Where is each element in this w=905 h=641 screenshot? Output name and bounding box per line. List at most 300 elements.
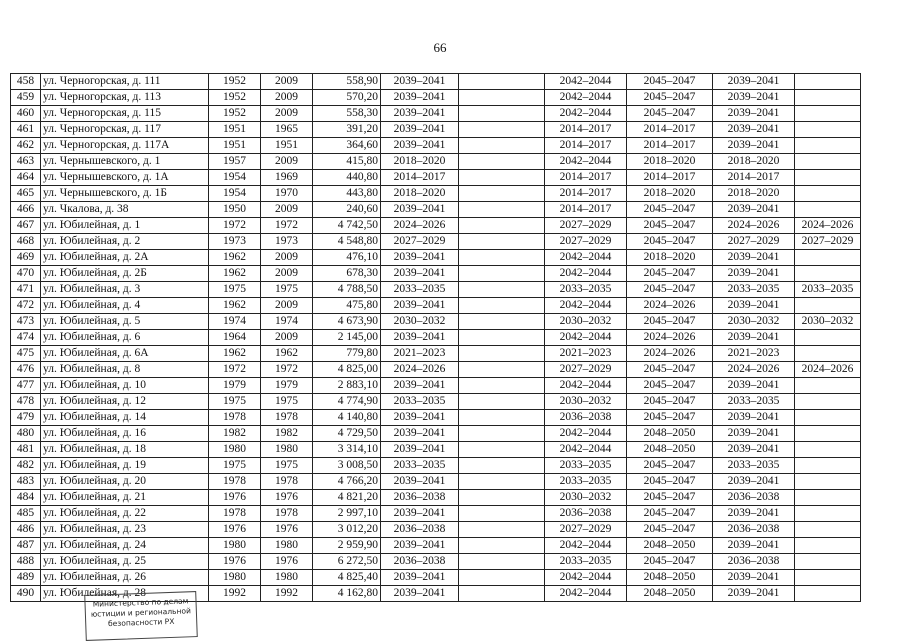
period-cell: 2039–2041	[713, 474, 795, 490]
row-number-cell: 478	[11, 394, 41, 410]
period-cell	[459, 474, 545, 490]
area-cell: 4 742,50	[313, 218, 381, 234]
year-cell: 2009	[261, 74, 313, 90]
address-cell: ул. Юбилейная, д. 6	[41, 330, 209, 346]
area-cell: 415,80	[313, 154, 381, 170]
row-number-cell: 476	[11, 362, 41, 378]
period-cell: 2027–2029	[545, 234, 627, 250]
period-cell	[459, 346, 545, 362]
period-cell: 2039–2041	[381, 426, 459, 442]
period-cell	[459, 506, 545, 522]
period-cell: 2045–2047	[627, 522, 713, 538]
period-cell: 2033–2035	[381, 282, 459, 298]
period-cell: 2039–2041	[381, 410, 459, 426]
period-cell: 2030–2032	[713, 314, 795, 330]
period-cell	[795, 298, 861, 314]
period-cell: 2045–2047	[627, 106, 713, 122]
period-cell: 2027–2029	[381, 234, 459, 250]
period-cell: 2039–2041	[381, 506, 459, 522]
area-cell: 4 766,20	[313, 474, 381, 490]
year-built-cell: 1975	[209, 458, 261, 474]
period-cell: 2036–2038	[713, 554, 795, 570]
area-cell: 4 825,00	[313, 362, 381, 378]
period-cell	[459, 186, 545, 202]
period-cell	[795, 74, 861, 90]
table-row	[11, 186, 861, 202]
table-row	[11, 218, 861, 234]
area-cell: 558,90	[313, 74, 381, 90]
address-cell: ул. Юбилейная, д. 21	[41, 490, 209, 506]
period-cell: 2036–2038	[713, 522, 795, 538]
period-cell: 2024–2026	[713, 218, 795, 234]
table-row	[11, 458, 861, 474]
period-cell	[795, 538, 861, 554]
year-built-cell: 1974	[209, 314, 261, 330]
period-cell	[459, 586, 545, 602]
area-cell: 558,30	[313, 106, 381, 122]
table-row	[11, 394, 861, 410]
period-cell	[795, 586, 861, 602]
period-cell: 2039–2041	[381, 90, 459, 106]
period-cell: 2048–2050	[627, 426, 713, 442]
period-cell: 2033–2035	[381, 458, 459, 474]
year-cell: 2009	[261, 202, 313, 218]
address-cell: ул. Чкалова, д. 38	[41, 202, 209, 218]
period-cell: 2045–2047	[627, 378, 713, 394]
area-cell: 2 883,10	[313, 378, 381, 394]
period-cell: 2039–2041	[381, 106, 459, 122]
year-cell: 1951	[261, 138, 313, 154]
year-cell: 1975	[261, 458, 313, 474]
period-cell: 2039–2041	[381, 266, 459, 282]
period-cell: 2033–2035	[381, 394, 459, 410]
year-cell: 1976	[261, 554, 313, 570]
row-number-cell: 479	[11, 410, 41, 426]
year-built-cell: 1979	[209, 378, 261, 394]
period-cell: 2014–2017	[381, 170, 459, 186]
period-cell: 2045–2047	[627, 362, 713, 378]
period-cell: 2030–2032	[545, 490, 627, 506]
table-row	[11, 490, 861, 506]
period-cell	[459, 538, 545, 554]
table-row	[11, 538, 861, 554]
address-cell: ул. Юбилейная, д. 19	[41, 458, 209, 474]
stamp-line: безопасности РХ	[107, 616, 175, 629]
area-cell: 240,60	[313, 202, 381, 218]
row-number-cell: 458	[11, 74, 41, 90]
year-built-cell: 1975	[209, 394, 261, 410]
year-built-cell: 1962	[209, 250, 261, 266]
period-cell: 2024–2026	[795, 362, 861, 378]
period-cell: 2042–2044	[545, 250, 627, 266]
period-cell: 2045–2047	[627, 314, 713, 330]
row-number-cell: 490	[11, 586, 41, 602]
period-cell	[459, 90, 545, 106]
period-cell: 2042–2044	[545, 298, 627, 314]
period-cell	[459, 394, 545, 410]
period-cell: 2039–2041	[713, 90, 795, 106]
year-built-cell: 1962	[209, 266, 261, 282]
period-cell: 2036–2038	[545, 506, 627, 522]
address-cell: ул. Черногорская, д. 115	[41, 106, 209, 122]
period-cell	[795, 442, 861, 458]
year-cell: 1962	[261, 346, 313, 362]
address-cell: ул. Юбилейная, д. 6А	[41, 346, 209, 362]
period-cell	[795, 266, 861, 282]
housing-registry-table	[10, 73, 861, 602]
row-number-cell: 469	[11, 250, 41, 266]
address-cell: ул. Юбилейная, д. 3	[41, 282, 209, 298]
period-cell: 2039–2041	[381, 202, 459, 218]
area-cell: 2 145,00	[313, 330, 381, 346]
period-cell: 2039–2041	[713, 202, 795, 218]
address-cell: ул. Юбилейная, д. 23	[41, 522, 209, 538]
year-cell: 1978	[261, 506, 313, 522]
table-row	[11, 74, 861, 90]
period-cell	[459, 122, 545, 138]
year-cell: 1979	[261, 378, 313, 394]
period-cell: 2045–2047	[627, 506, 713, 522]
table-row	[11, 570, 861, 586]
year-built-cell: 1951	[209, 122, 261, 138]
table-row	[11, 122, 861, 138]
year-built-cell: 1950	[209, 202, 261, 218]
table-row	[11, 330, 861, 346]
address-cell: ул. Черногорская, д. 117	[41, 122, 209, 138]
ministry-stamp	[84, 591, 198, 641]
period-cell: 2048–2050	[627, 570, 713, 586]
year-cell: 2009	[261, 298, 313, 314]
area-cell: 4 673,90	[313, 314, 381, 330]
period-cell: 2014–2017	[545, 170, 627, 186]
period-cell: 2048–2050	[627, 538, 713, 554]
row-number-cell: 488	[11, 554, 41, 570]
period-cell: 2018–2020	[627, 250, 713, 266]
address-cell: ул. Юбилейная, д. 26	[41, 570, 209, 586]
year-built-cell: 1952	[209, 106, 261, 122]
table-row	[11, 474, 861, 490]
period-cell	[459, 298, 545, 314]
address-cell: ул. Юбилейная, д. 2	[41, 234, 209, 250]
row-number-cell: 463	[11, 154, 41, 170]
area-cell: 3 012,20	[313, 522, 381, 538]
address-cell: ул. Юбилейная, д. 24	[41, 538, 209, 554]
year-built-cell: 1978	[209, 506, 261, 522]
period-cell	[795, 410, 861, 426]
period-cell: 2027–2029	[545, 362, 627, 378]
address-cell: ул. Юбилейная, д. 28	[41, 586, 209, 602]
year-cell: 1973	[261, 234, 313, 250]
period-cell	[795, 522, 861, 538]
address-cell: ул. Чернышевского, д. 1	[41, 154, 209, 170]
period-cell	[795, 490, 861, 506]
period-cell: 2039–2041	[713, 586, 795, 602]
period-cell: 2039–2041	[713, 138, 795, 154]
address-cell: ул. Юбилейная, д. 2Б	[41, 266, 209, 282]
row-number-cell: 485	[11, 506, 41, 522]
period-cell	[795, 202, 861, 218]
period-cell	[795, 346, 861, 362]
period-cell	[459, 202, 545, 218]
period-cell	[459, 170, 545, 186]
address-cell: ул. Юбилейная, д. 16	[41, 426, 209, 442]
period-cell: 2036–2038	[381, 554, 459, 570]
period-cell: 2042–2044	[545, 586, 627, 602]
period-cell: 2027–2029	[713, 234, 795, 250]
year-built-cell: 1976	[209, 490, 261, 506]
period-cell: 2042–2044	[545, 538, 627, 554]
period-cell: 2018–2020	[713, 154, 795, 170]
period-cell: 2042–2044	[545, 266, 627, 282]
period-cell: 2042–2044	[545, 154, 627, 170]
table-row	[11, 266, 861, 282]
period-cell	[459, 138, 545, 154]
area-cell: 391,20	[313, 122, 381, 138]
period-cell: 2039–2041	[713, 266, 795, 282]
period-cell: 2039–2041	[713, 250, 795, 266]
period-cell: 2018–2020	[627, 186, 713, 202]
period-cell: 2033–2035	[713, 458, 795, 474]
period-cell	[795, 506, 861, 522]
row-number-cell: 461	[11, 122, 41, 138]
year-cell: 2009	[261, 266, 313, 282]
table-row	[11, 90, 861, 106]
row-number-cell: 477	[11, 378, 41, 394]
year-built-cell: 1980	[209, 570, 261, 586]
period-cell: 2014–2017	[545, 122, 627, 138]
address-cell: ул. Чернышевского, д. 1А	[41, 170, 209, 186]
period-cell: 2042–2044	[545, 570, 627, 586]
area-cell: 476,10	[313, 250, 381, 266]
period-cell: 2042–2044	[545, 426, 627, 442]
period-cell: 2039–2041	[713, 410, 795, 426]
period-cell	[795, 90, 861, 106]
period-cell: 2039–2041	[713, 506, 795, 522]
period-cell: 2024–2026	[713, 362, 795, 378]
period-cell: 2018–2020	[381, 154, 459, 170]
period-cell: 2039–2041	[381, 298, 459, 314]
period-cell: 2027–2029	[545, 522, 627, 538]
table-row	[11, 506, 861, 522]
table-row	[11, 106, 861, 122]
period-cell: 2024–2026	[627, 298, 713, 314]
period-cell: 2030–2032	[545, 314, 627, 330]
address-cell: ул. Юбилейная, д. 1	[41, 218, 209, 234]
year-built-cell: 1976	[209, 522, 261, 538]
year-cell: 2009	[261, 154, 313, 170]
period-cell	[795, 122, 861, 138]
row-number-cell: 483	[11, 474, 41, 490]
period-cell: 2024–2026	[795, 218, 861, 234]
area-cell: 364,60	[313, 138, 381, 154]
period-cell: 2014–2017	[545, 138, 627, 154]
area-cell: 3 008,50	[313, 458, 381, 474]
year-built-cell: 1976	[209, 554, 261, 570]
period-cell	[459, 266, 545, 282]
year-built-cell: 1980	[209, 442, 261, 458]
year-cell: 1965	[261, 122, 313, 138]
period-cell: 2033–2035	[713, 394, 795, 410]
table-row	[11, 522, 861, 538]
year-built-cell: 1973	[209, 234, 261, 250]
table-row	[11, 250, 861, 266]
year-cell: 1982	[261, 426, 313, 442]
area-cell: 4 729,50	[313, 426, 381, 442]
address-cell: ул. Юбилейная, д. 20	[41, 474, 209, 490]
row-number-cell: 486	[11, 522, 41, 538]
row-number-cell: 460	[11, 106, 41, 122]
period-cell	[795, 378, 861, 394]
address-cell: ул. Юбилейная, д. 12	[41, 394, 209, 410]
year-built-cell: 1952	[209, 90, 261, 106]
period-cell: 2045–2047	[627, 410, 713, 426]
period-cell: 2039–2041	[381, 570, 459, 586]
period-cell	[459, 74, 545, 90]
period-cell	[795, 170, 861, 186]
address-cell: ул. Юбилейная, д. 5	[41, 314, 209, 330]
period-cell: 2039–2041	[713, 330, 795, 346]
year-cell: 1975	[261, 394, 313, 410]
period-cell	[459, 522, 545, 538]
year-cell: 1972	[261, 362, 313, 378]
year-cell: 2009	[261, 106, 313, 122]
area-cell: 4 548,80	[313, 234, 381, 250]
year-built-cell: 1972	[209, 218, 261, 234]
period-cell	[459, 362, 545, 378]
period-cell: 2039–2041	[381, 474, 459, 490]
area-cell: 4 788,50	[313, 282, 381, 298]
year-built-cell: 1978	[209, 410, 261, 426]
period-cell	[459, 442, 545, 458]
area-cell: 475,80	[313, 298, 381, 314]
year-built-cell: 1982	[209, 426, 261, 442]
address-cell: ул. Юбилейная, д. 14	[41, 410, 209, 426]
year-built-cell: 1962	[209, 346, 261, 362]
row-number-cell: 474	[11, 330, 41, 346]
table-row	[11, 154, 861, 170]
period-cell	[459, 458, 545, 474]
period-cell: 2030–2032	[545, 394, 627, 410]
area-cell: 3 314,10	[313, 442, 381, 458]
period-cell: 2014–2017	[713, 170, 795, 186]
period-cell: 2021–2023	[381, 346, 459, 362]
year-cell: 1980	[261, 538, 313, 554]
year-cell: 1976	[261, 490, 313, 506]
period-cell: 2014–2017	[627, 170, 713, 186]
year-cell: 1976	[261, 522, 313, 538]
period-cell: 2048–2050	[627, 442, 713, 458]
period-cell: 2039–2041	[713, 378, 795, 394]
period-cell: 2018–2020	[381, 186, 459, 202]
period-cell	[459, 154, 545, 170]
period-cell	[459, 330, 545, 346]
period-cell	[795, 394, 861, 410]
table-row	[11, 138, 861, 154]
period-cell: 2042–2044	[545, 330, 627, 346]
period-cell	[795, 570, 861, 586]
period-cell: 2027–2029	[795, 234, 861, 250]
period-cell: 2018–2020	[713, 186, 795, 202]
address-cell: ул. Черногорская, д. 111	[41, 74, 209, 90]
period-cell: 2039–2041	[381, 442, 459, 458]
period-cell: 2036–2038	[381, 490, 459, 506]
period-cell: 2039–2041	[381, 122, 459, 138]
period-cell: 2045–2047	[627, 234, 713, 250]
period-cell: 2033–2035	[545, 474, 627, 490]
period-cell	[795, 426, 861, 442]
stamp-line: Министерство по делам	[92, 596, 189, 609]
area-cell: 570,20	[313, 90, 381, 106]
period-cell: 2045–2047	[627, 394, 713, 410]
area-cell: 4 162,80	[313, 586, 381, 602]
area-cell: 443,80	[313, 186, 381, 202]
year-built-cell: 1954	[209, 186, 261, 202]
period-cell: 2045–2047	[627, 474, 713, 490]
table-row	[11, 298, 861, 314]
year-cell: 1974	[261, 314, 313, 330]
table-row	[11, 442, 861, 458]
period-cell	[795, 154, 861, 170]
period-cell: 2039–2041	[713, 106, 795, 122]
year-built-cell: 1964	[209, 330, 261, 346]
period-cell: 2039–2041	[381, 74, 459, 90]
period-cell: 2030–2032	[795, 314, 861, 330]
address-cell: ул. Юбилейная, д. 18	[41, 442, 209, 458]
period-cell: 2036–2038	[545, 410, 627, 426]
period-cell: 2042–2044	[545, 442, 627, 458]
year-cell: 1980	[261, 570, 313, 586]
period-cell: 2039–2041	[381, 250, 459, 266]
period-cell: 2014–2017	[545, 202, 627, 218]
period-cell: 2039–2041	[381, 586, 459, 602]
period-cell	[795, 106, 861, 122]
period-cell	[459, 570, 545, 586]
row-number-cell: 480	[11, 426, 41, 442]
period-cell	[459, 410, 545, 426]
period-cell	[459, 250, 545, 266]
address-cell: ул. Юбилейная, д. 10	[41, 378, 209, 394]
period-cell: 2045–2047	[627, 202, 713, 218]
year-built-cell: 1978	[209, 474, 261, 490]
period-cell: 2045–2047	[627, 74, 713, 90]
year-cell: 1978	[261, 474, 313, 490]
period-cell: 2033–2035	[545, 458, 627, 474]
address-cell: ул. Черногорская, д. 113	[41, 90, 209, 106]
period-cell: 2039–2041	[713, 74, 795, 90]
period-cell: 2045–2047	[627, 458, 713, 474]
period-cell: 2045–2047	[627, 90, 713, 106]
address-cell: ул. Юбилейная, д. 8	[41, 362, 209, 378]
table-body	[11, 74, 861, 602]
period-cell	[795, 250, 861, 266]
period-cell	[459, 554, 545, 570]
year-built-cell: 1954	[209, 170, 261, 186]
area-cell: 440,80	[313, 170, 381, 186]
period-cell: 2024–2026	[381, 362, 459, 378]
period-cell: 2039–2041	[713, 426, 795, 442]
period-cell: 2045–2047	[627, 218, 713, 234]
table-row	[11, 234, 861, 250]
table-row	[11, 202, 861, 218]
address-cell: ул. Юбилейная, д. 22	[41, 506, 209, 522]
row-number-cell: 468	[11, 234, 41, 250]
year-built-cell: 1972	[209, 362, 261, 378]
row-number-cell: 462	[11, 138, 41, 154]
address-cell: ул. Чернышевского, д. 1Б	[41, 186, 209, 202]
year-built-cell: 1992	[209, 586, 261, 602]
area-cell: 4 821,20	[313, 490, 381, 506]
year-built-cell: 1957	[209, 154, 261, 170]
